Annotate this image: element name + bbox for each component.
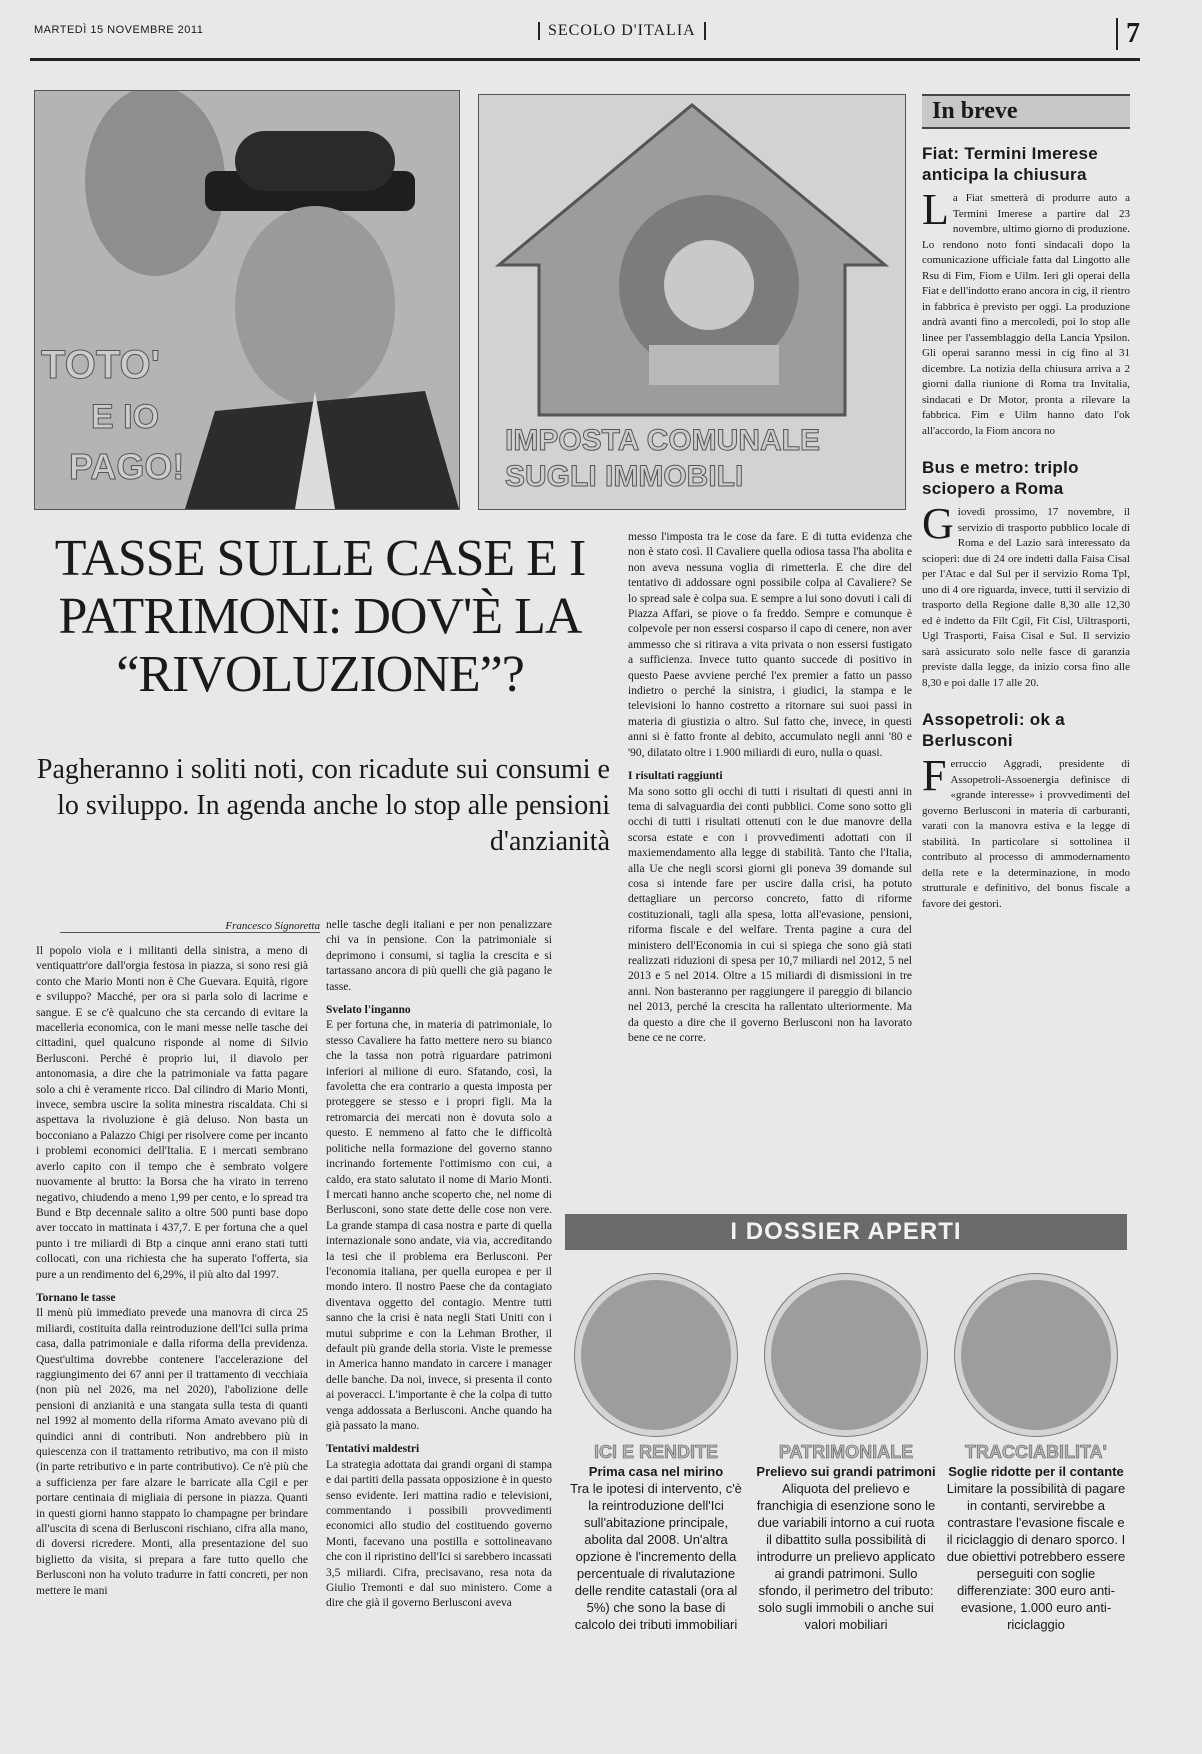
col2-subheading-2: Tentativi maldestri — [326, 1443, 420, 1456]
article-column-2 — [326, 918, 552, 1734]
col2-text-c: La strategia adottata dai grandi organi di stampa e dai partiti della passata opposizione è in questo senso evidente. Ieri mattina radio e televisioni, commentando i possibili provvedimenti economici allo studio del costituendo governo Monti, facevano una postilla e sottolineavano che con il ripristino dell'Ici si sarebbero incassati 3,5 miliardi. Cifra, precisavano, resa nota da Giulio Tremonti e dal suo ministero. Come a dire che già il governo Berlusconi aveva — [326, 1458, 552, 1610]
ici-text: Tra le ipotesi di intervento, c'è la reintroduzione dell'Ici sull'abitazione principale, abolita dal 2008. Un'altra opzione è l'incremento della percentuale di rivalutazione delle rendite catastali (ora al 5%) che sono la base di calcolo dei tributi immobiliari — [570, 1481, 742, 1632]
col1-text-b: Il menù più immediato prevede una manovra di circa 25 miliardi, costituita dalla reintroduzione dell'Ici sulla prima casa, dalla patrimoniale e dalla riforma della previdenza. Quest'ultima dovrebbe contenere l'accelerazione del raggiungimento dei 67 anni per il trattamento di vecchiaia (non più nel 2026, ma nel 2020), l'abolizione delle pensioni di anzianità e una stangata sulla testa di quanti nel 1992 al momento della riforma Amato avevano più di quindici anni di contributi. Non andrebbero più in quiescenza con il trattamento retributivo, ma con il misto (in parte retributivo e in parte contributivo). Ce n'è più che a sufficienza per fare alzare le barricate alla Cgil e per portare centinaia di migliaia di persone in piazza. Quanti in questi giorni hanno stappato lo champagne per brindare all'uscita di scena di Berlusconi rischiano, cifra alla mano, di doversi ricredere. Monti, alla presentazione del suo biglietto da visita, si prepara a fare tutto quello che Berlusconi non ha voluto tradurre in fatti concreti, per non mettere le mani — [36, 1307, 308, 1597]
col1-text: Il popolo viola e i militanti della sinistra, a meno di ventiquattr'ore dall'orgia festosa in piazza, si sono resi già conto che Mario Monti non è Che Guevara. Equità, rigore e sviluppo? Macché, per ora si parla solo di lacrime e sangue. E se c'è qualcuno che sta cercando di evitare la macelleria economica, con le mani messe nelle tasche dei cittadini, quel qualcuno risponde al nome di Silvio Berlusconi. Perché è proprio lui, il diavolo per antonomasia, a dire che la patrimoniale va fatta pagare solo a chi è veramente ricco. Dal cilindro di Mario Monti, invece, sembra uscire la solita minestra riscaldata. Chi si aspettava la rivoluzione è già deluso. Non basta un bocconiano a Palazzo Chigi per risolvere come per incanto i problemi economici dell'Italia. E i mercati sembrano averlo capito con il tempo che è sembrato volgere nuovamente al brutto: la Borsa che ha virato in terreno negativo, chiudendo a meno 1,99 per cento, e lo spread tra Bund e Btp decennale salito a oltre 500 punti base dopo aver toccato in mattinata i 437,7. E per fortuna che a quel punto i tre miliardi di Btp a cinque anni erano stati tutti collocati, con una richiesta che ha superato l'offerta, sia pure a un rendimento del 6,29%, il più alto dal 1997. — [36, 945, 308, 1281]
article-headline: TASSE SULLE CASE E I PATRIMONI: DOV'È LA “RIVOLUZIONE”? — [54, 530, 586, 703]
tracciabilita-photo — [955, 1274, 1117, 1436]
breve-title-bus: Bus e metro: triplo sciopero a Roma — [922, 458, 1079, 498]
breve-text-assopetroli: Ferruccio Aggradi, presidente di Assopetroli-Assoenergia definisce di «grande interesse» i provvedimenti del governo Berlusconi in materia di carburanti, varati con la manovra estiva e la legge di stabilità. In particolare si sottolinea il contributo al processo di ammodernamento della rete e la determinazione, in modo strutturale e definitivo, del bonus fiscale a favore dei gestori. — [922, 751, 1130, 910]
masthead: SECOLO D'ITALIA — [538, 22, 706, 40]
dossier-ici — [565, 1274, 747, 1633]
imposta-caption-2: SUGLI IMMOBILI — [505, 460, 744, 493]
patrimoniale-subtitle: Prelievo sui grandi patrimoni — [756, 1464, 936, 1479]
col2-text-b: E per fortuna che, in materia di patrimoniale, lo stesso Cavaliere ha fatto mettere nero su bianco che la tassa non potrà riguardare patrimoni inferiori al milione di euro. Sfatando, così, la favoletta che era contrario a questa imposta per proteggere se stesso e i propri figli. Ma la retromarcia dei mercati non è dovuta solo a questo. E nemmeno al fatto che le difficoltà politiche nella formazione del governo stanno incrinando fortemente l'ottimismo con cui, a caldo, era stato salutato il nome di Mario Monti. I mercati hanno anche scoperto che, nel nome di Berlusconi, sono state dette delle cose non vere. La grande stampa di casa nostra e parte di quella internazionale sono andate, via via, accreditando la tesi che il problema era Berlusconi. Per l'economia italiana, per quella europea e per il mondo intero. Il nostro Paese che da contagiato diventava oggetto del contagio. Mentre tutti sanno che la crisi è nata negli Stati Uniti con i mutui subprime e con la Lehman Brother, il default più grande della storia. Viste le premesse in America hanno mandato in carcere i manager delle banche. Da noi, invece, si presenta il conto ai poveracci. L'importante è che la colpa di tutto venga addossata a Berlusconi. Anche quando ha già passato la mano. — [326, 1019, 552, 1432]
imposta-illustration — [478, 94, 906, 510]
in-breve-sidebar — [922, 94, 1130, 912]
toto-caption-3: PAGO! — [69, 446, 185, 487]
patrimoniale-title: PATRIMONIALE — [778, 1442, 914, 1462]
col3-subheading: I risultati raggiunti — [628, 770, 723, 783]
breve-title-fiat: Fiat: Termini Imerese anticipa la chiusura — [922, 144, 1099, 184]
article-author: Francesco Signoretta — [60, 920, 320, 933]
imposta-caption-1: IMPOSTA COMUNALE — [505, 424, 820, 457]
patrimoniale-text: Aliquota del prelievo e franchigia di esenzione sono le due variabili intorno a cui ruota il dibattito sulla possibilità di introdurre un prelievo applicato ai grandi patrimoni. Sullo sfondo, il perimetro del tributo: solo sugli immobili o anche sui valori mobiliari — [756, 1481, 936, 1632]
breve-text-fiat: La Fiat smetterà di produrre auto a Termini Imerese a partire dal 23 novembre, ultimo giorno di produzione. Lo rendono noto fonti sindacali dopo la comunicazione ufficiale fatta dal Lingotto alle Rsu di Fim, Fiom e Uilm. Ieri gli operai della Fiat e dell'indotto erano ancora in cig, il rientro in fabbrica è previsto per oggi. La produzione andrà avanti fino a mercoledì, poi lo stop alle linee per l'assemblaggio della Lancia Ypsilon. Gli operai saranno messi in cig fino al 31 dicembre. La notizia della chiusura arriva a 2 giorni dalla riunione di Roma tra Invitalia, sindacati e Dr Motor, pronta a rilevare la fabbrica. Fim e Uilm hanno dato l'ok all'accordo, la Fiom ancora no — [922, 185, 1130, 437]
col2-text: nelle tasche degli italiani e per non penalizzare chi va in pensione. Con la patrimoniale si deprimono i consumi, si taglia la crescita e si tartassano ancora di più quelli che già pagano le tasse. — [326, 919, 552, 993]
article-subhead: Pagheranno i soliti noti, con ricadute sui consumi e lo sviluppo. In agenda anche lo stop alle pensioni d'anzianità — [36, 754, 610, 857]
toto-caption-1: TOTO' — [41, 343, 161, 387]
breve-text-bus: Giovedì prossimo, 17 novembre, il servizio di trasporto pubblico locale di Roma e del Lazio sarà interessato da scioperi: due di 24 ore indetti dalla Faisa Cisal per l'Atac e dal Sul per il servizio Roma Tpl, uno di 4 ore riguarda, invece, tutti il servizio di trasporto della Regione dalle 8,30 alle 12,30 ed è indetto da Filt Cgil, Fit Cisl, Uiltrasporti, Ugl Trasporti, Faisa Cisal e Sul. Il servizio sarà assicurato solo nelle fasce di garanzia previste dalla legge, da inizio corsa fino alle 8,30 e poi dalle 17 alle 20. — [922, 499, 1130, 689]
col1-subheading: Tornano le tasse — [36, 1291, 116, 1304]
header-date: MARTEDÌ 15 NOVEMBRE 2011 — [34, 24, 204, 36]
ici-photo — [575, 1274, 737, 1436]
ici-title: ICI E RENDITE — [593, 1442, 718, 1462]
in-breve-tag: In breve — [922, 94, 1130, 129]
article-column-3 — [628, 530, 912, 1210]
col3-text-b: Ma sono sotto gli occhi di tutti i risultati di questi anni in tema di salvaguardia dei conti pubblici. Come sono sotto gli occhi di tutti i risultati ottenuti con le due manovre della scorsa estate e con i provvedimenti adottati con il maxiemendamento alla legge di stabilità. Tanto che l'Italia, alla Ue che negli scorsi giorni gli poneva 39 domande sul cosa si intende fare per uscire dalla crisi, ha potuto dettagliare un percorso concreto, fatto di riforme costituzionali, tagli alla spesa, lotta all'evasione, pensioni, riforma fiscale e del welfare. Trenta pagine a cura del ministero dell'Economia in cui si spiega che sono già stati realizzati riduzioni di spesa per 10,7 miliardi nel 2012, 5 nel 2013 e 5 nel 2014. Oltre a 15 miliardi di dismissioni in tre anni. Non basteranno per raggiungere il pareggio di bilancio nel 2013, perché la crescita ha rallentato ulteriormente. Ma da questo a dire che il governo Berlusconi non ha lavorato bene ce ne corre. — [628, 785, 912, 1044]
article-column-1 — [36, 944, 308, 1734]
page-number: 7 — [1116, 18, 1140, 50]
toto-photo — [34, 90, 460, 510]
col2-subheading: Svelato l'inganno — [326, 1004, 411, 1017]
toto-caption-2: E IO — [91, 398, 160, 436]
page-header — [30, 18, 1140, 61]
tracciabilita-text: Limitare la possibilità di pagare in contanti, servirebbe a contrastare l'evasione fiscale e il riciclaggio di denaro sporco. I due obiettivi potrebbero essere perseguiti con soglie differenziate: 300 euro anti-evasione, 1.000 euro anti-riciclaggio — [946, 1481, 1126, 1632]
breve-title-assopetroli: Assopetroli: ok a Berlusconi — [922, 710, 1066, 750]
dossier-tracciabilita — [945, 1274, 1127, 1633]
col3-text: messo l'imposta tra le cose da fare. E di tutta evidenza che non è stato così. Il Cavaliere quella odiosa tassa l'ha abolita e non aveva nessuna voglia di rimetterla. E che dire del tentativo di addossare ogni possibile colpa al Cavaliere? Se lo spread sale è colpa sua. E sempre a lui sono dovuti i cali di Piazza Affari, se piove o fa freddo. Sempre e comunque è colpevole per non essersi cosparso il capo di cenere, non aver ammesso che si ritirava a vita privata o non essersi fustigato a sufficienza. Invece tutto quanto succede di positivo in questo Paese avviene perché l'ex premier a fatto un passo indietro o perché la sinistra, i giudici, la stampa e le televisioni lo hanno costretto a ritornare sui suoi passi in materia di giustizia o altro. Sul fatto che, invece, in questi anni si è fatto fronte al debito, accumulato negli anni '80 e '90, dilatato oltre i 1.900 miliardi di euro, nulla o quasi. — [628, 531, 912, 759]
tracciabilita-subtitle: Soglie ridotte per il contante — [948, 1464, 1124, 1479]
patrimoniale-photo — [765, 1274, 927, 1436]
dossier-band: I DOSSIER APERTI — [565, 1214, 1127, 1250]
ici-subtitle: Prima casa nel mirino — [588, 1464, 724, 1479]
dossier-patrimoniale — [755, 1274, 937, 1633]
dossier-box — [565, 1214, 1127, 1734]
tracciabilita-title: TRACCIABILITA' — [965, 1442, 1107, 1462]
